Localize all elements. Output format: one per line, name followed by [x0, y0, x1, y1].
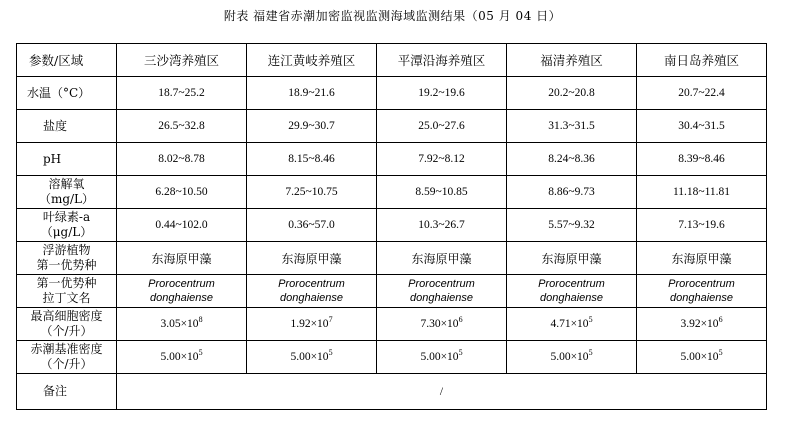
cell-value	[377, 341, 507, 374]
density-mantissa: 4.71×10	[550, 318, 589, 330]
table-title: 附表 福建省赤潮加密监视监测海域监测结果（05 月 04 日）	[223, 9, 562, 23]
latin-genus: Prorocentrum	[538, 278, 605, 290]
header-region-lianjiang: 连江黄岐养殖区	[247, 44, 377, 77]
param-latin-name	[17, 275, 117, 308]
param-label-line1: 第一优势种	[36, 276, 97, 290]
density-exponent: 5	[458, 348, 463, 358]
monitoring-results-table	[16, 43, 767, 410]
latin-genus: Prorocentrum	[408, 278, 475, 290]
header-region-sansha: 三沙湾养殖区	[117, 44, 247, 77]
cell-value: 25.0~27.6	[377, 110, 507, 143]
param-ph: pH	[17, 143, 117, 176]
cell-value: 5.57~9.32	[507, 209, 637, 242]
cell-value: 18.9~21.6	[247, 77, 377, 110]
density-mantissa: 1.92×10	[290, 318, 329, 330]
density-mantissa: 3.05×10	[160, 318, 199, 330]
density-mantissa: 7.30×10	[420, 318, 459, 330]
param-bloom-density	[17, 341, 117, 374]
cell-value: 东海原甲藻	[247, 242, 377, 275]
latin-species: donghaiense	[669, 292, 733, 304]
cell-value: 20.2~20.8	[507, 77, 637, 110]
cell-value: 6.28~10.50	[117, 176, 247, 209]
cell-value: 东海原甲藻	[377, 242, 507, 275]
cell-value	[637, 308, 767, 341]
density-exponent: 5	[198, 348, 203, 358]
param-label-line1: 浮游植物	[42, 243, 91, 257]
cell-value: 8.24~8.36	[507, 143, 637, 176]
param-chlorophyll	[17, 209, 117, 242]
cell-value: 0.36~57.0	[247, 209, 377, 242]
latin-species: donghaiense	[409, 292, 473, 304]
cell-value: 7.25~10.75	[247, 176, 377, 209]
cell-value: 8.15~8.46	[247, 143, 377, 176]
density-exponent: 6	[458, 315, 463, 325]
param-max-density	[17, 308, 117, 341]
latin-species: donghaiense	[539, 292, 603, 304]
density-mantissa: 5.00×10	[420, 351, 459, 363]
cell-value: 30.4~31.5	[637, 110, 767, 143]
param-label-line1: 溶解氧	[48, 177, 85, 191]
density-mantissa: 3.92×10	[680, 318, 719, 330]
table-row-remarks	[17, 374, 767, 410]
param-dominant-species	[17, 242, 117, 275]
latin-genus: Prorocentrum	[278, 278, 345, 290]
cell-value	[117, 308, 247, 341]
cell-value: 29.9~30.7	[247, 110, 377, 143]
remarks-value: /	[117, 374, 767, 410]
latin-species: donghaiense	[149, 292, 213, 304]
cell-value: 7.13~19.6	[637, 209, 767, 242]
cell-value: 8.39~8.46	[637, 143, 767, 176]
cell-value	[637, 341, 767, 374]
cell-value: 31.3~31.5	[507, 110, 637, 143]
param-label-line2: （μg/L）	[40, 225, 93, 239]
density-exponent: 7	[328, 315, 333, 325]
header-region-nanri: 南日岛养殖区	[637, 44, 767, 77]
cell-value	[377, 308, 507, 341]
cell-value: 东海原甲藻	[117, 242, 247, 275]
cell-value: 19.2~19.6	[377, 77, 507, 110]
cell-value	[117, 275, 247, 308]
latin-genus: Prorocentrum	[668, 278, 735, 290]
cell-value	[247, 341, 377, 374]
cell-value: 8.59~10.85	[377, 176, 507, 209]
param-label-line1: 赤潮基准密度	[30, 342, 103, 356]
density-exponent: 8	[198, 315, 203, 325]
table-row-max-density	[17, 308, 767, 341]
cell-value	[377, 275, 507, 308]
param-label-line1: 叶绿素-a	[42, 210, 91, 224]
param-dissolved-oxygen	[17, 176, 117, 209]
latin-species: donghaiense	[279, 292, 343, 304]
header-param: 参数/区域	[17, 44, 117, 77]
cell-value: 0.44~102.0	[117, 209, 247, 242]
cell-value: 8.02~8.78	[117, 143, 247, 176]
cell-value: 7.92~8.12	[377, 143, 507, 176]
cell-value: 东海原甲藻	[507, 242, 637, 275]
density-exponent: 5	[718, 348, 723, 358]
density-mantissa: 5.00×10	[290, 351, 329, 363]
cell-value	[247, 275, 377, 308]
cell-value	[507, 308, 637, 341]
cell-value	[507, 275, 637, 308]
table-row-temperature	[17, 77, 767, 110]
table-row-latin-name	[17, 275, 767, 308]
density-exponent: 5	[328, 348, 333, 358]
table-row-bloom-density	[17, 341, 767, 374]
param-label-line2: （mg/L）	[38, 192, 95, 206]
param-remarks: 备注	[17, 374, 117, 410]
table-row-salinity	[17, 110, 767, 143]
cell-value: 10.3~26.7	[377, 209, 507, 242]
table-row-chlorophyll	[17, 209, 767, 242]
param-label-line2: （个/升）	[40, 324, 93, 338]
cell-value: 20.7~22.4	[637, 77, 767, 110]
table-row-dominant-species	[17, 242, 767, 275]
header-region-fuqing: 福清养殖区	[507, 44, 637, 77]
header-region-pingtan: 平潭沿海养殖区	[377, 44, 507, 77]
cell-value	[637, 275, 767, 308]
header-row	[17, 44, 767, 77]
density-exponent: 5	[588, 348, 593, 358]
cell-value	[507, 341, 637, 374]
cell-value: 18.7~25.2	[117, 77, 247, 110]
param-label-line1: 最高细胞密度	[30, 309, 103, 323]
cell-value	[117, 341, 247, 374]
cell-value: 8.86~9.73	[507, 176, 637, 209]
param-temperature: 水温（°C）	[17, 77, 117, 110]
cell-value: 东海原甲藻	[637, 242, 767, 275]
density-mantissa: 5.00×10	[680, 351, 719, 363]
latin-genus: Prorocentrum	[148, 278, 215, 290]
density-exponent: 5	[588, 315, 593, 325]
table-row-ph	[17, 143, 767, 176]
cell-value	[247, 308, 377, 341]
param-label-line2: 拉丁文名	[42, 291, 91, 305]
density-mantissa: 5.00×10	[160, 351, 199, 363]
table-row-dissolved-oxygen	[17, 176, 767, 209]
cell-value: 11.18~11.81	[637, 176, 767, 209]
param-label-line2: （个/升）	[40, 357, 93, 371]
cell-value: 26.5~32.8	[117, 110, 247, 143]
param-salinity: 盐度	[17, 110, 117, 143]
density-exponent: 6	[718, 315, 723, 325]
density-mantissa: 5.00×10	[550, 351, 589, 363]
param-label-line2: 第一优势种	[36, 258, 97, 272]
